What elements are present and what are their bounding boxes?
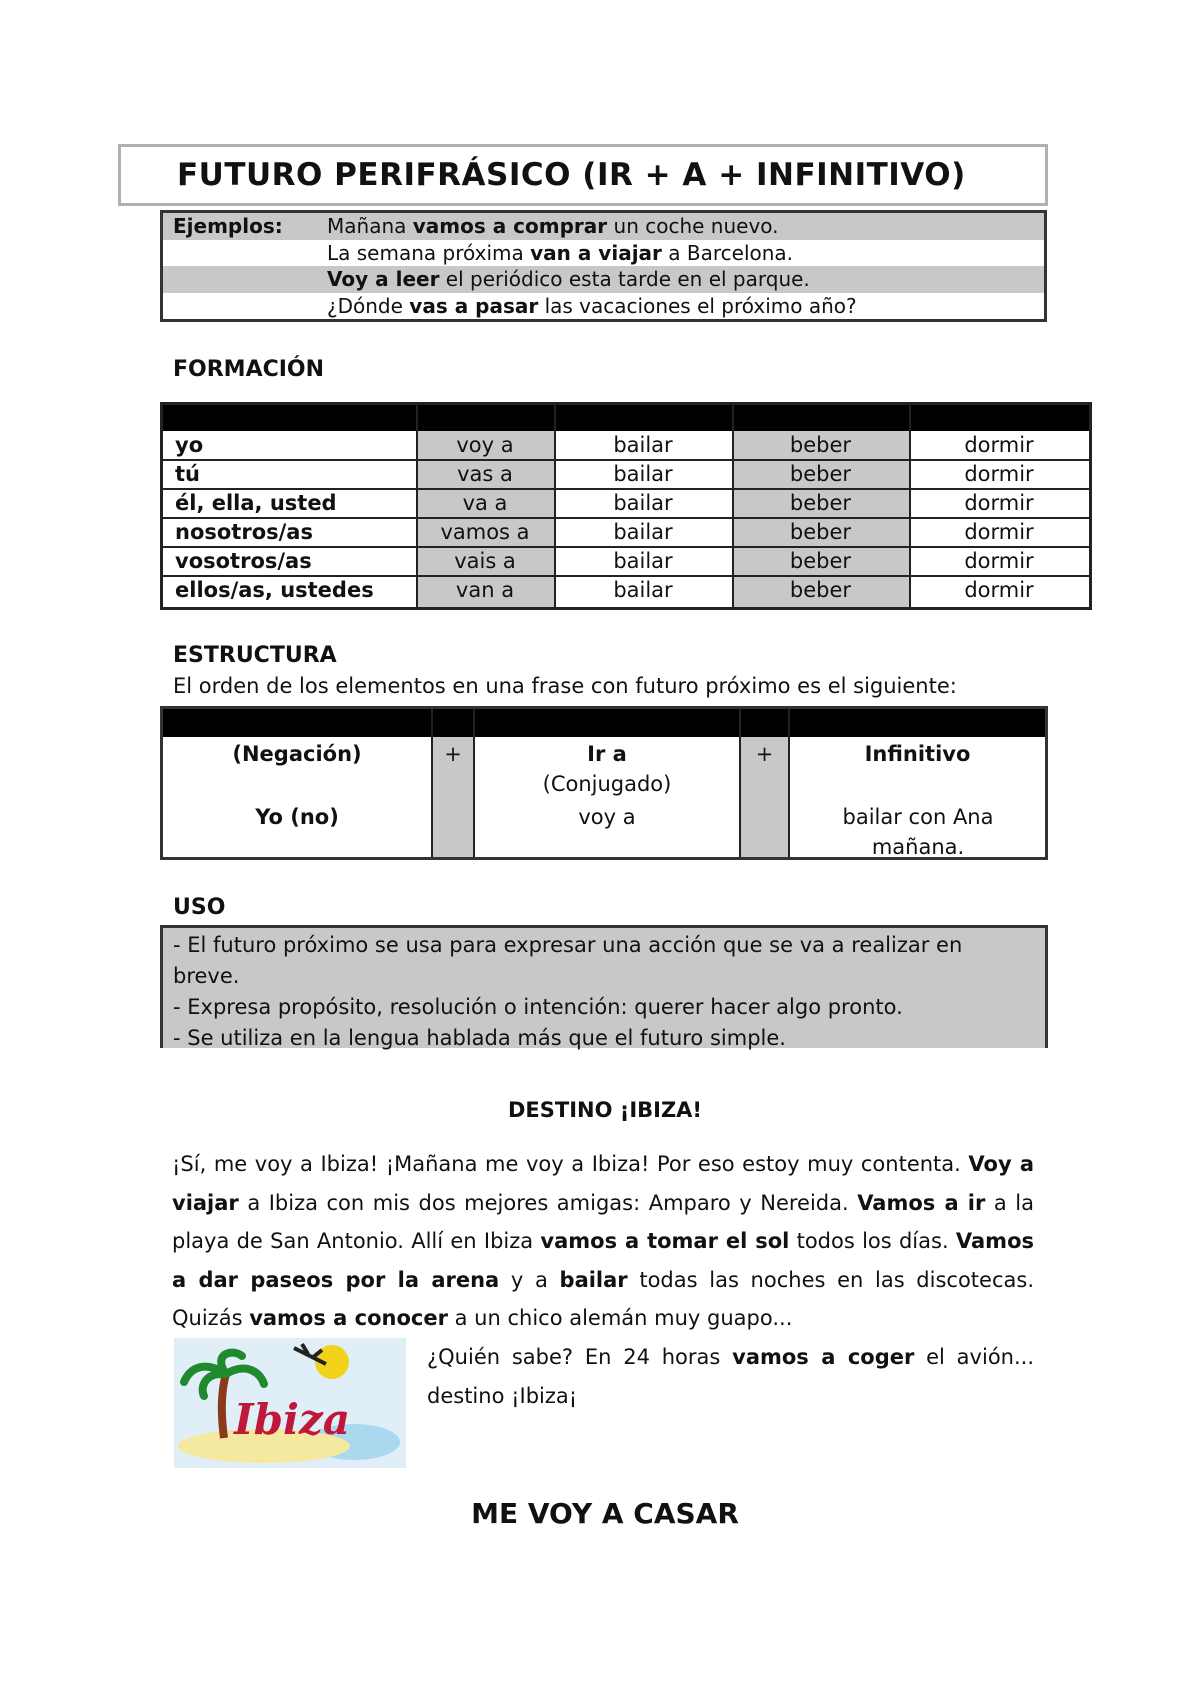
uso-line: - El futuro próximo se usa para expresar una acción que se va a realizar en breve. <box>173 933 963 988</box>
example-text: Voy a leer el periódico esta tarde en el parque. <box>327 267 810 291</box>
palm-trunk <box>222 1374 226 1438</box>
uso-box <box>160 925 1048 1048</box>
plus-sign: + <box>755 742 774 766</box>
aux-cell: vamos a <box>440 520 530 544</box>
estructura-heading: ESTRUCTURA <box>173 643 337 668</box>
example-text: ¿Dónde vas a pasar las vacaciones el próximo año? <box>327 293 857 318</box>
ibiza-illustration <box>174 1338 406 1468</box>
divider <box>788 709 790 857</box>
verb-cell: dormir <box>964 578 1034 602</box>
example-infinitivo: bailar con Ana mañana. <box>842 805 994 859</box>
estructura-intro: El orden de los elementos en una frase con futuro próximo es el siguiente: <box>173 674 957 698</box>
aux-cell: va a <box>462 491 508 515</box>
reading-paragraph-continued: ¿Quién sabe? En 24 horas vamos a coger el avión... destino ¡Ibiza¡ <box>427 1345 1034 1408</box>
negation-label: (Negación) <box>232 742 362 766</box>
aux-cell: van a <box>455 578 515 602</box>
example-negation: Yo (no) <box>255 805 339 829</box>
next-section-title: ME VOY A CASAR <box>471 1497 739 1530</box>
pronoun-cell: ellos/as, ustedes <box>175 578 374 602</box>
ir-a-label: Ir a <box>587 742 627 766</box>
example-text: Mañana vamos a comprar un coche nuevo. <box>327 214 779 238</box>
aux-cell: vais a <box>454 549 516 573</box>
verb-cell: beber <box>789 549 852 573</box>
verb-cell: bailar <box>613 549 673 573</box>
title-box <box>118 144 1048 206</box>
verb-cell: dormir <box>964 491 1034 515</box>
pronoun-cell: nosotros/as <box>175 520 313 544</box>
verb-cell: dormir <box>964 549 1034 573</box>
plus-sign: + <box>444 742 462 766</box>
aux-cell: voy a <box>456 433 514 457</box>
uso-heading: USO <box>173 895 226 920</box>
example-ir-a: voy a <box>578 805 636 829</box>
reading-paragraph: ¡Sí, me voy a Ibiza! ¡Mañana me voy a Ibiza! Por eso estoy muy contenta. Voy a viajar a Ibiza con mis dos mejores amigas: Amparo y Nereida. Vamos a ir a la playa de San Antonio. Allí en Ibiza vamos a tomar el sol todos los días. Vamos a dar paseos por la arena y a bailar todas las noches en las discotecas. Quizás vamos a conocer a un chico alemán muy guapo... <box>172 1152 1035 1330</box>
aux-cell: vas a <box>457 462 513 486</box>
verb-cell: beber <box>789 578 852 602</box>
uso-line: - Se utiliza en la lengua hablada más que el futuro simple. <box>173 1026 786 1050</box>
verb-cell: bailar <box>613 520 673 544</box>
structure-table <box>160 706 1048 860</box>
uso-text <box>173 930 1033 1054</box>
uso-line: - Expresa propósito, resolución o intención: querer hacer algo pronto. <box>173 995 903 1019</box>
pronoun-cell: él, ella, usted <box>175 491 337 515</box>
verb-cell: beber <box>789 462 852 486</box>
verb-cell: beber <box>789 433 852 457</box>
pronoun-cell: yo <box>175 433 204 457</box>
divider <box>431 709 433 857</box>
examples-label: Ejemplos: <box>173 214 283 238</box>
verb-cell: bailar <box>613 578 673 602</box>
example-row <box>163 266 1044 293</box>
divider <box>739 709 741 857</box>
formacion-heading: FORMACIÓN <box>173 357 325 382</box>
verb-cell: dormir <box>964 520 1034 544</box>
ibiza-logo <box>174 1338 406 1468</box>
verb-cell: bailar <box>613 433 673 457</box>
conjugation-table <box>160 402 1092 610</box>
infinitivo-label: Infinitivo <box>864 742 971 766</box>
verb-cell: bailar <box>613 491 673 515</box>
verb-cell: beber <box>789 520 852 544</box>
example-row <box>163 293 1044 320</box>
reading-title: DESTINO ¡IBIZA! <box>507 1098 703 1122</box>
example-row <box>163 240 1044 267</box>
conjugado-label: (Conjugado) <box>542 772 672 796</box>
verb-cell: bailar <box>613 462 673 486</box>
logo-text: Ibiza <box>234 1395 351 1444</box>
example-text: La semana próxima van a viajar a Barcelona. <box>327 240 794 265</box>
page-title: FUTURO PERIFRÁSICO (IR + A + INFINITIVO) <box>177 157 966 193</box>
table-header <box>163 709 1045 737</box>
table-header <box>163 405 1089 431</box>
pronoun-cell: vosotros/as <box>175 549 312 573</box>
examples-table <box>160 210 1047 322</box>
example-row <box>163 213 1044 240</box>
verb-cell: dormir <box>964 433 1034 457</box>
pronoun-cell: tú <box>175 462 200 486</box>
verb-cell: dormir <box>964 462 1034 486</box>
verb-cell: beber <box>789 491 852 515</box>
